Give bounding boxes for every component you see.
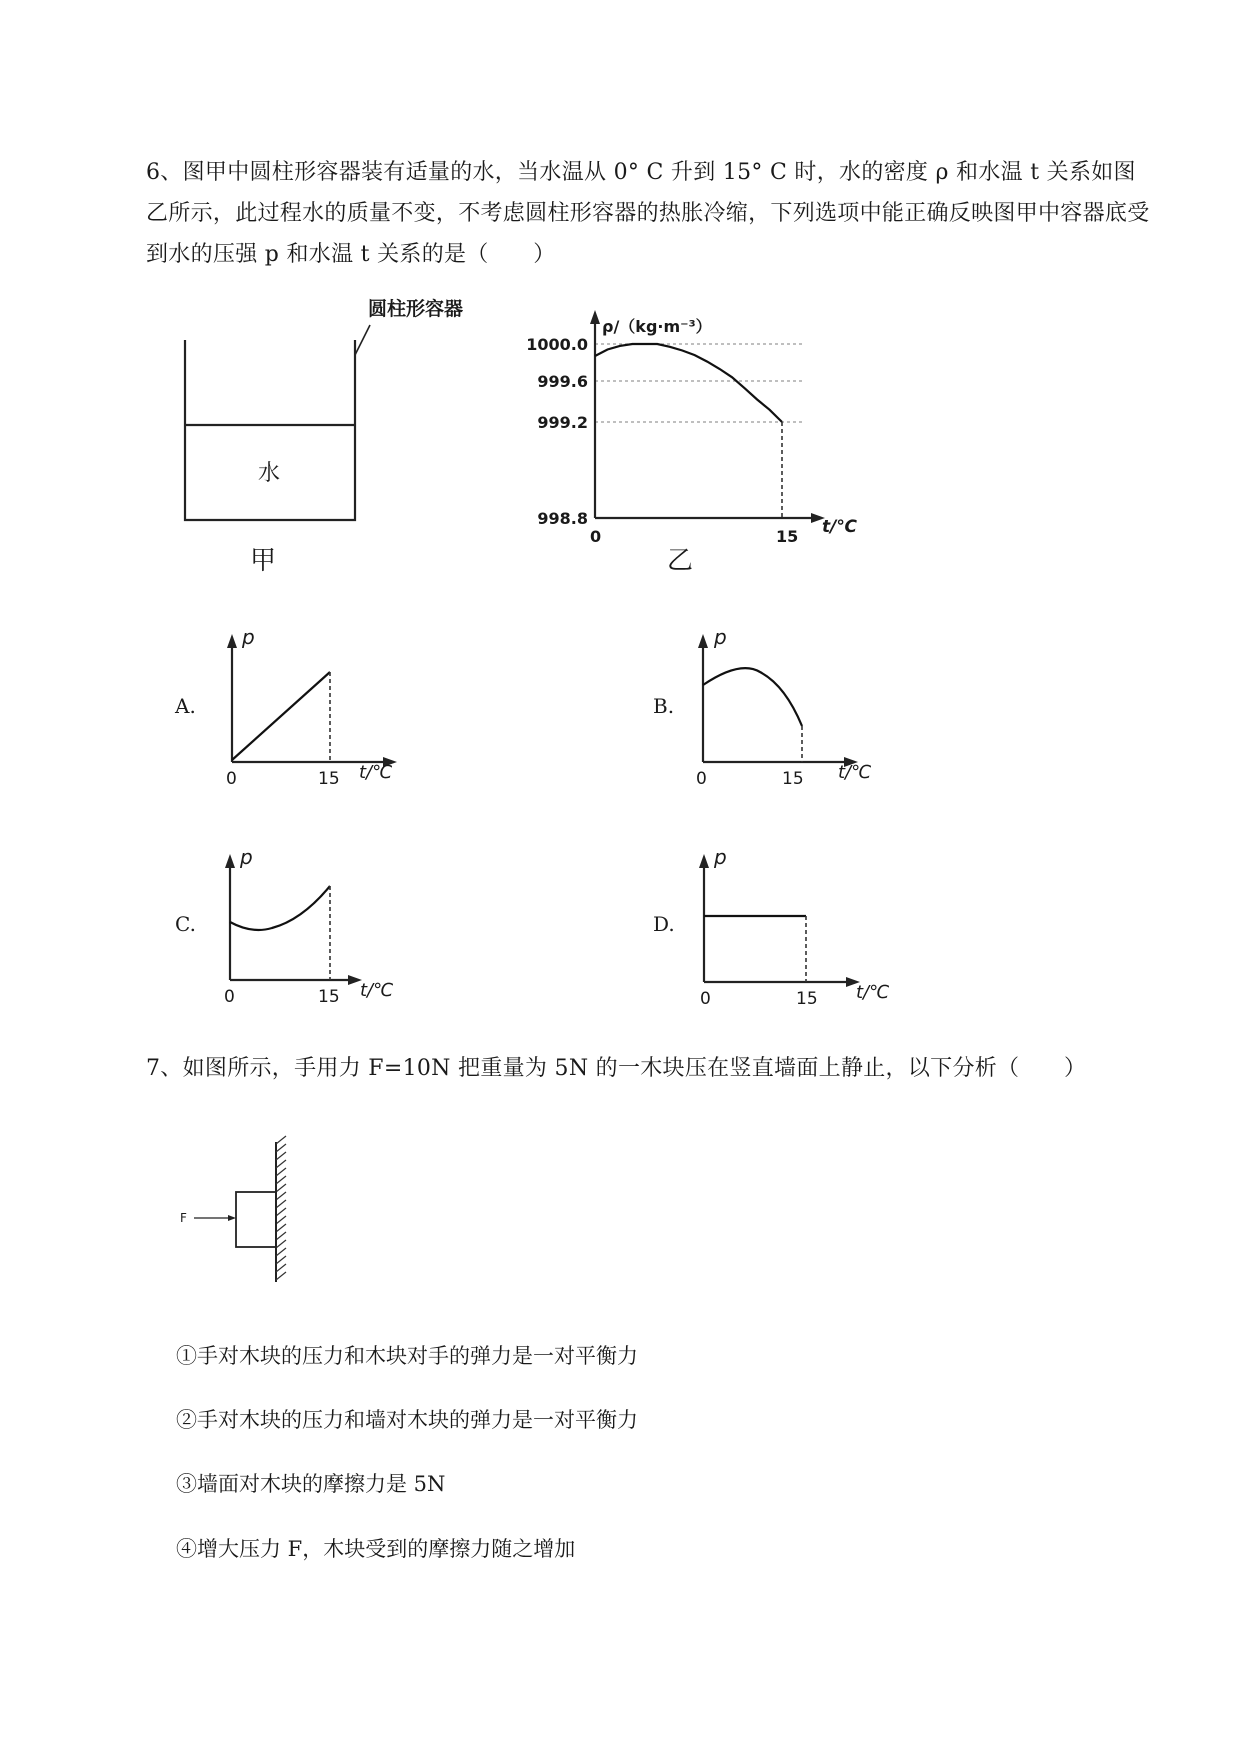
- line-increasing: [232, 672, 330, 760]
- block-wall-figure: [178, 1140, 318, 1290]
- option-d-letter[interactable]: D.: [653, 912, 675, 936]
- chart-xtick-0: 0: [590, 527, 602, 546]
- figure-jia-caption: 甲: [250, 546, 277, 576]
- density-temperature-chart: [520, 300, 857, 560]
- water-label: 水: [258, 461, 281, 486]
- figure-jia-container: [170, 298, 470, 520]
- svg-text:p: p: [242, 625, 255, 649]
- svg-text:15: 15: [318, 769, 340, 789]
- question-6-text: 6、图甲中圆柱形容器装有适量的水，当水温从 0° C 升到 15° C 时，水的密度 ρ 和水温 t 关系如图乙所示，此过程水的质量不变，不考虑圆柱形容器的热胀冷缩，下列选项中能正确反映图甲中容器底受到水的压强 p 和水温 t 关系的是（ ）: [146, 160, 1150, 267]
- chart-ytick-0: 998.8: [537, 509, 588, 528]
- option-b-letter[interactable]: B.: [653, 694, 675, 718]
- svg-text:0: 0: [224, 987, 235, 1007]
- container-label: 圆柱形容器: [368, 298, 464, 320]
- statement-3: ③墙面对木块的摩擦力是 5N: [176, 1472, 446, 1496]
- svg-text:p: p: [714, 625, 727, 649]
- svg-text:p: p: [240, 845, 253, 869]
- statement-4: ④增大压力 F，木块受到的摩擦力随之增加: [176, 1537, 576, 1561]
- question-7-text: 7、如图所示，手用力 F=10N 把重量为 5N 的一木块压在竖直墙面上静止，以下分析（ ）: [146, 1056, 1087, 1081]
- chart-xtick-15: 15: [776, 527, 799, 546]
- option-c-letter[interactable]: C.: [175, 912, 196, 936]
- density-curve: [595, 344, 782, 422]
- curve-dip-increasing: [230, 886, 330, 930]
- option-d-graph[interactable]: [700, 845, 900, 1010]
- curve-peak-decreasing: [703, 668, 802, 726]
- option-c-graph[interactable]: [222, 845, 422, 1010]
- svg-text:0: 0: [226, 769, 237, 789]
- svg-text:t/℃: t/℃: [360, 980, 394, 1001]
- figure-yi-caption: 乙: [667, 546, 694, 576]
- chart-ytick-3: 1000.0: [526, 335, 588, 354]
- svg-text:t/℃: t/℃: [359, 762, 393, 783]
- option-a-graph[interactable]: [222, 625, 422, 790]
- force-label: F: [180, 1211, 187, 1225]
- option-a-letter[interactable]: A.: [175, 694, 196, 718]
- chart-ylabel: ρ/（kg·m⁻³）: [602, 317, 712, 336]
- svg-text:15: 15: [782, 769, 804, 789]
- chart-ytick-2: 999.6: [537, 372, 588, 391]
- statement-1: ①手对木块的压力和木块对手的弹力是一对平衡力: [176, 1344, 638, 1368]
- svg-text:t/℃: t/℃: [838, 762, 872, 783]
- chart-ytick-1: 999.2: [537, 413, 588, 432]
- svg-text:15: 15: [318, 987, 340, 1007]
- svg-text:0: 0: [700, 989, 711, 1009]
- svg-text:t/℃: t/℃: [856, 982, 890, 1003]
- option-b-graph[interactable]: [696, 625, 900, 790]
- svg-text:0: 0: [696, 769, 707, 789]
- svg-text:15: 15: [796, 989, 818, 1009]
- statement-2: ②手对木块的压力和墙对木块的弹力是一对平衡力: [176, 1408, 638, 1432]
- chart-xlabel: t/℃: [822, 517, 857, 537]
- svg-text:p: p: [714, 845, 727, 869]
